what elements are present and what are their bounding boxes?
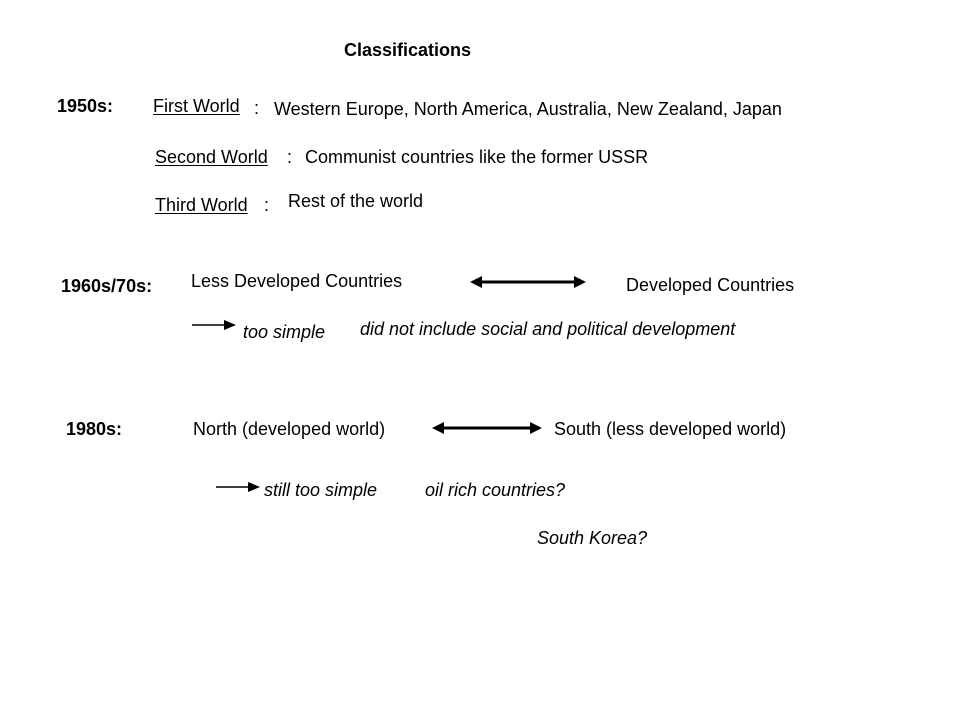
- north-label: North (developed world): [193, 419, 386, 439]
- era-label-1950s: 1950s:: [57, 96, 114, 116]
- era-label-1980s: 1980s:: [66, 419, 123, 439]
- first-world-term: First World: [153, 96, 240, 116]
- developed-label: Developed Countries: [626, 275, 795, 295]
- double-arrow-icon: [470, 272, 586, 292]
- third-world-term: Third World: [155, 195, 248, 215]
- example-oil-rich: oil rich countries?: [425, 480, 566, 500]
- critique-still-too-simple: still too simple: [264, 480, 378, 500]
- right-arrow-icon: [216, 480, 260, 494]
- right-arrow-icon: [192, 318, 236, 332]
- third-world-colon: :: [264, 195, 270, 215]
- third-world-description: Rest of the world: [288, 191, 424, 211]
- critique-reason: did not include social and political development: [360, 319, 736, 339]
- south-label: South (less developed world): [554, 419, 787, 439]
- page-title: Classifications: [344, 40, 472, 60]
- second-world-description: Communist countries like the former USSR: [305, 147, 649, 167]
- first-world-description: Western Europe, North America, Australia, New Zealand, Japan: [274, 99, 782, 119]
- double-arrow-icon: [432, 418, 542, 438]
- example-south-korea: South Korea?: [537, 528, 648, 548]
- first-world-colon: :: [254, 98, 260, 118]
- era-label-1960s: 1960s/70s:: [61, 276, 153, 296]
- second-world-term: Second World: [155, 147, 268, 167]
- critique-too-simple: too simple: [243, 322, 326, 342]
- less-developed-label: Less Developed Countries: [191, 271, 403, 291]
- second-world-colon: :: [287, 147, 293, 167]
